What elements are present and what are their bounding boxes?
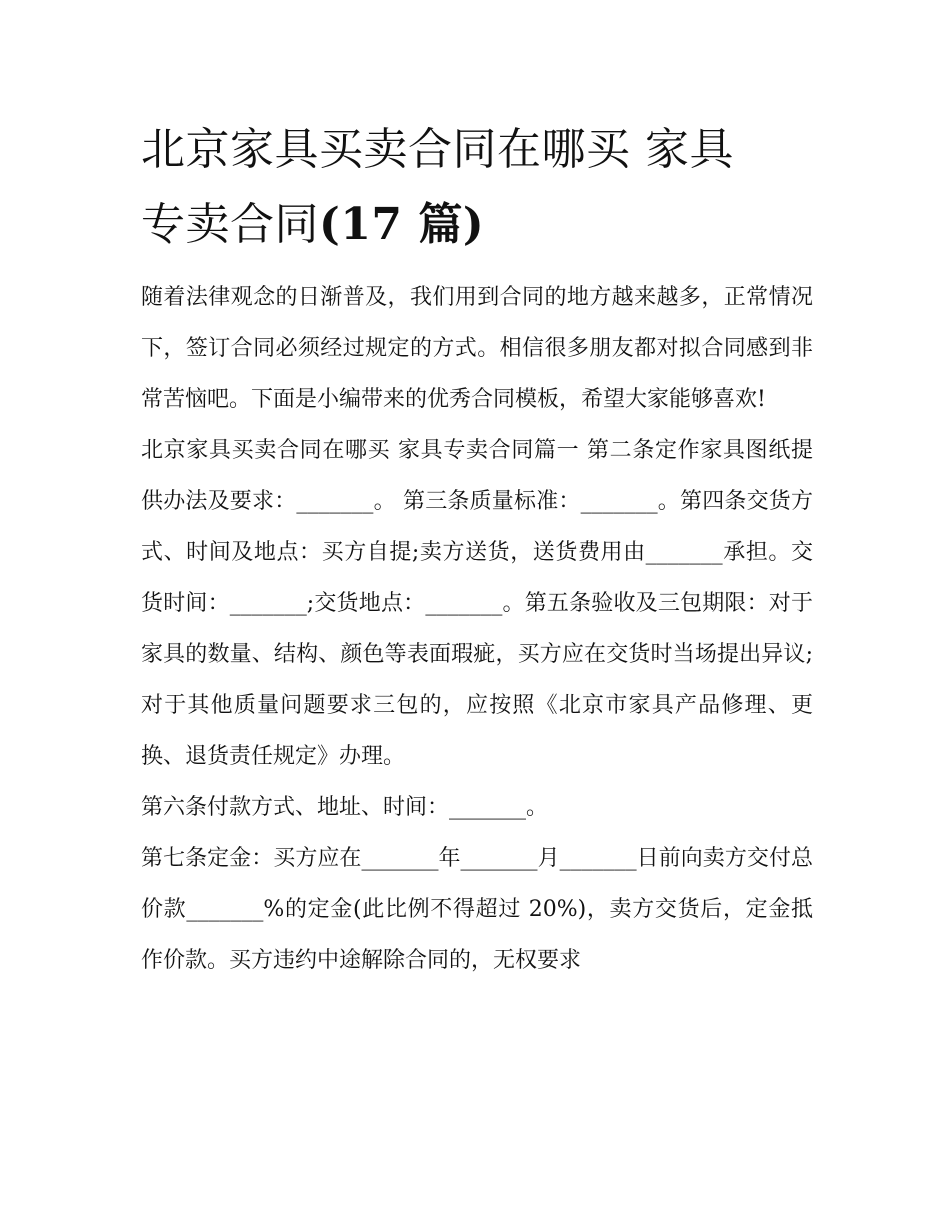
title-line-1: 北京家具买卖合同在哪买 家具 [141,124,734,175]
contract-paragraph: 北京家具买卖合同在哪买 家具专卖合同篇一 第二条定作家具图纸提供办法及要求：_______。 第三条质量标准：_______。第四条交货方式、时间及地点：买方自提;卖方送货，送货费用由_______承担。交货时间：_______;交货地点：_______。第五条验收及三包期限：对于家具的数量、结构、颜色等表面瑕疵，买方应在交货时当场提出异议;对于其他质量问题要求三包的，应按照《北京市家具产品修理、更换、退货责任规定》办理。 [141,438,813,769]
document-title [141,112,813,262]
title-line-2: 专卖合同 [141,199,319,250]
title-count: (17 篇) [319,199,485,250]
deposit-paragraph: 第七条定金：买方应在_______年_______月_______日前向卖方交付总价款_______%的定金(此比例不得超过 20%)，卖方交货后，定金抵作价款。买方违约中途解除合同的，无权要求 [141,846,813,973]
document-body [141,272,813,986]
document-page [141,112,813,986]
intro-paragraph: 随着法律观念的日渐普及，我们用到合同的地方越来越多，正常情况下，签订合同必须经过规定的方式。相信很多朋友都对拟合同感到非常苦恼吧。下面是小编带来的优秀合同模板，希望大家能够喜欢! [141,285,813,412]
payment-paragraph: 第六条付款方式、地址、时间：_______。 [141,795,549,820]
